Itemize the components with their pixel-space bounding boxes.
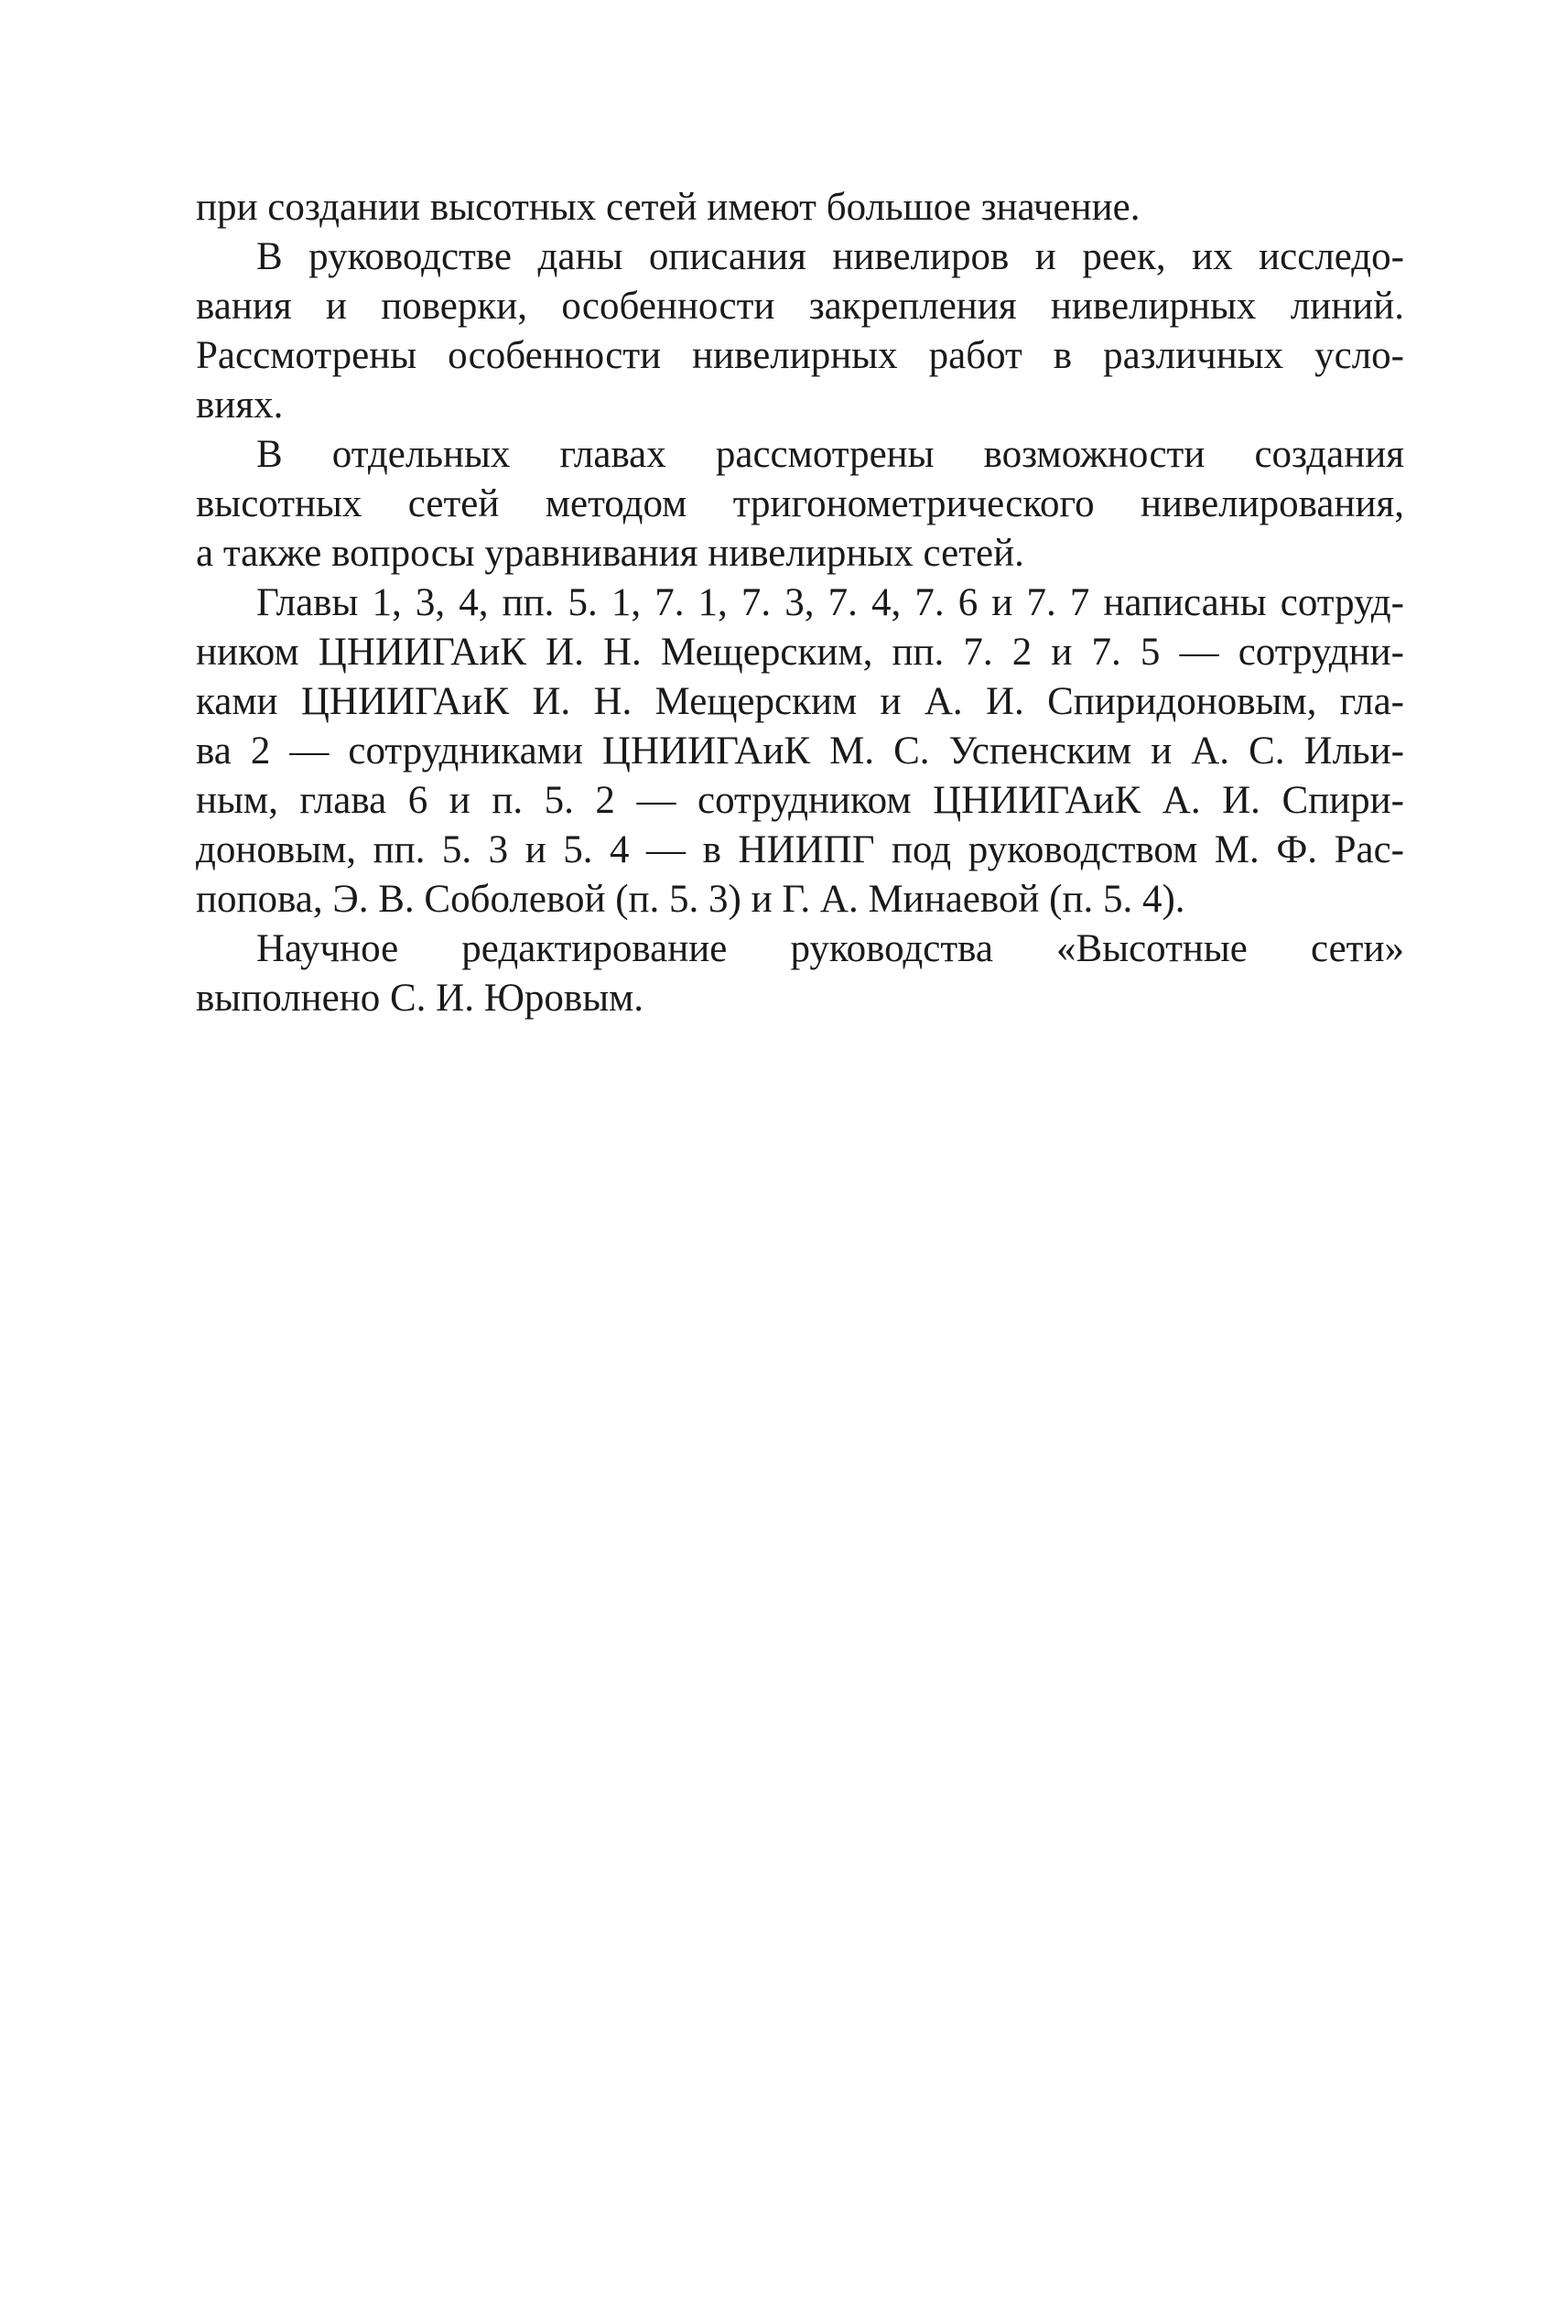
paragraph-5 — [196, 924, 1404, 1023]
text-line: ником ЦНИИГАиК И. Н. Мещерским, пп. 7. 2 и 7. 5 — сотрудни- — [196, 631, 1404, 674]
paragraph-3 — [196, 430, 1404, 578]
text-line: высотных сетей методом тригонометрического нивелирования, — [196, 482, 1404, 525]
text-line: доновым, пп. 5. 3 и 5. 4 — в НИИПГ под руководством М. Ф. Рас- — [196, 828, 1404, 871]
text-line: ва 2 — сотрудниками ЦНИИГАиК М. С. Успенским и А. С. Ильи- — [196, 730, 1404, 773]
text-line: вания и поверки, особенности закрепления нивелирных линий. — [196, 285, 1404, 328]
text-line: выполнено С. И. Юровым. — [196, 977, 644, 1020]
text-line: Научное редактирование руководства «Высотные сети» — [256, 927, 1404, 970]
paragraph-1 — [196, 183, 1404, 232]
text-line: ным, глава 6 и п. 5. 2 — сотрудником ЦНИИГАиК А. И. Спири- — [196, 779, 1404, 822]
body-text — [196, 183, 1404, 1023]
paragraph-2 — [196, 232, 1404, 430]
text-line: Главы 1, 3, 4, пп. 5. 1, 7. 1, 7. 3, 7. 4, 7. 6 и 7. 7 написаны сотруд- — [256, 581, 1404, 624]
text-line: В отдельных главах рассмотрены возможности создания — [256, 433, 1404, 476]
text-line: ками ЦНИИГАиК И. Н. Мещерским и А. И. Спиридоновым, гла- — [196, 680, 1404, 723]
text-line: а также вопросы уравнивания нивелирных сетей. — [196, 532, 1024, 575]
text-line: Рассмотрены особенности нивелирных работ в различных усло- — [196, 334, 1404, 377]
text-line: В руководстве даны описания нивелиров и реек, их исследо- — [256, 235, 1404, 278]
text-line: при создании высотных сетей имеют большое значение. — [196, 186, 1141, 229]
text-line: попова, Э. В. Соболевой (п. 5. 3) и Г. А. Минаевой (п. 5. 4). — [196, 878, 1185, 921]
text-line: виях. — [196, 384, 284, 427]
paragraph-4 — [196, 578, 1404, 924]
